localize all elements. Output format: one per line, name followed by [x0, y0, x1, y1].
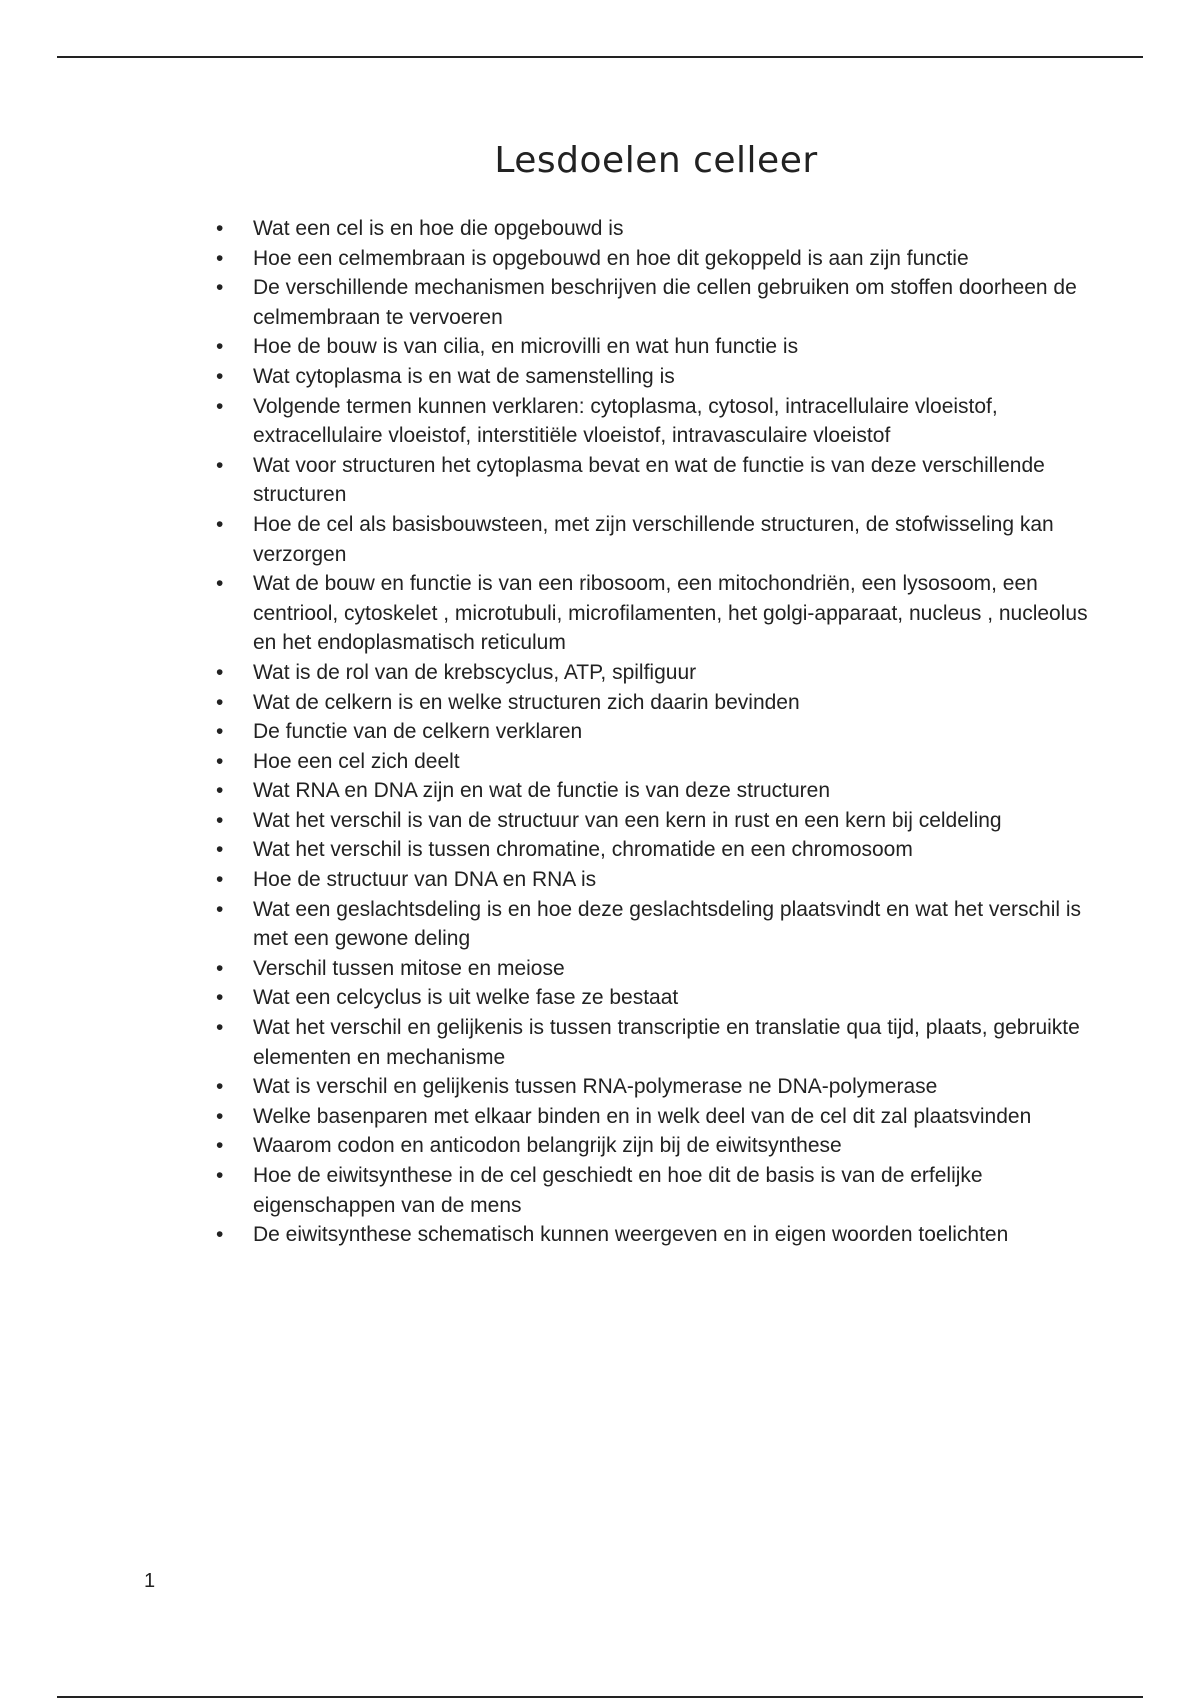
list-item-text: Wat is verschil en gelijkenis tussen RNA-polymerase ne DNA-polymerase: [253, 1075, 938, 1099]
bullet-icon: •: [216, 217, 224, 240]
list-item: [213, 835, 1093, 865]
list-item-text: Hoe de cel als basisbouwsteen, met zijn verschillende structuren, de stofwisseling kan verzorgen: [253, 512, 1054, 566]
list-item-text: De eiwitsynthese schematisch kunnen weergeven en in eigen woorden toelichten: [253, 1223, 1009, 1247]
list-item-text: Wat een geslachtsdeling is en hoe deze geslachtsdeling plaatsvindt en wat het verschil is met een gewone deling: [253, 897, 1082, 951]
bullet-icon: •: [216, 868, 224, 892]
bullet-icon: •: [216, 808, 224, 832]
list-item: [213, 776, 1093, 806]
bullet-icon: •: [216, 335, 224, 359]
document-title: Lesdoelen celleer: [494, 140, 818, 181]
bullet-icon: •: [216, 276, 224, 300]
list-item-text: Wat het verschil is tussen chromatine, chromatide en een chromosoom: [253, 838, 913, 862]
list-item: [213, 688, 1093, 718]
list-item-text: Hoe de bouw is van cilia, en microvilli en wat hun functie is: [253, 335, 799, 359]
bullet-icon: •: [216, 572, 224, 596]
bullet-icon: •: [216, 1075, 224, 1099]
bullet-icon: •: [216, 749, 224, 773]
bullet-icon: •: [216, 1016, 224, 1040]
list-item: [213, 332, 1093, 362]
list-item-text: Hoe een celmembraan is opgebouwd en hoe dit gekoppeld is aan zijn functie: [253, 246, 969, 270]
list-item: [213, 569, 1093, 658]
list-item: [213, 895, 1093, 954]
list-item-text: Wat een celcyclus is uit welke fase ze bestaat: [253, 986, 679, 1010]
list-item-text: Wat het verschil en gelijkenis is tussen transcriptie en translatie qua tijd, plaats, gebruikte elementen en mechanisme: [253, 1016, 1080, 1069]
bullet-icon: •: [216, 1223, 224, 1247]
bullet-icon: •: [216, 986, 224, 1010]
list-item: [213, 983, 1093, 1013]
list-item-text: Waarom codon en anticodon belangrijk zijn bij de eiwitsynthese: [253, 1134, 842, 1158]
list-item: [213, 1220, 1093, 1250]
list-item-text: Wat een cel is en hoe die opgebouwd is: [253, 217, 624, 240]
list-item: [213, 1161, 1093, 1220]
list-item-text: Wat de bouw en functie is van een ribosoom, een mitochondriën, een lysosoom, een centriool, cytoskelet , microtubuli, microfilamenten, het golgi-apparaat, nucleus , nucleolus en het endoplasmatisch reticulum: [253, 572, 1088, 655]
footer-rule: [57, 1696, 1143, 1698]
list-item-text: Hoe een cel zich deelt: [253, 749, 460, 773]
list-item: [213, 392, 1093, 451]
list-item-text: Wat het verschil is van de structuur van een kern in rust en een kern bij celdeling: [253, 808, 1002, 832]
list-item: [213, 273, 1093, 332]
list-item-text: Wat RNA en DNA zijn en wat de functie is van deze structuren: [253, 779, 830, 803]
bullet-icon: •: [216, 838, 224, 862]
list-item-text: Wat is de rol van de krebscyclus, ATP, spilfiguur: [253, 660, 697, 684]
list-item: [213, 451, 1093, 510]
list-item: [213, 244, 1093, 274]
header-rule: [57, 56, 1143, 58]
list-item-text: Welke basenparen met elkaar binden en in welk deel van de cel dit zal plaatsvinden: [253, 1104, 1032, 1128]
bullet-icon: •: [216, 1104, 224, 1128]
list-item: [213, 806, 1093, 836]
list-item-text: De functie van de celkern verklaren: [253, 720, 583, 744]
list-item-text: Wat voor structuren het cytoplasma bevat en wat de functie is van deze verschillende structuren: [253, 453, 1045, 507]
list-item: [213, 1072, 1093, 1102]
list-item-text: De verschillende mechanismen beschrijven die cellen gebruiken om stoffen doorheen de celmembraan te vervoeren: [253, 276, 1077, 329]
bullet-icon: •: [216, 1134, 224, 1158]
list-item-text: Verschil tussen mitose en meiose: [253, 956, 565, 980]
list-item: [213, 1013, 1093, 1072]
bullet-icon: •: [216, 956, 224, 980]
list-item: [213, 747, 1093, 777]
list-item: [213, 1131, 1093, 1161]
bullet-icon: •: [216, 394, 224, 418]
list-item-text: Wat de celkern is en welke structuren zich daarin bevinden: [253, 690, 800, 714]
list-item: [213, 954, 1093, 984]
bullet-icon: •: [216, 720, 224, 744]
list-item: [213, 214, 1093, 244]
page-number: 1: [144, 1570, 156, 1592]
bullet-icon: •: [216, 660, 224, 684]
list-item-text: Wat cytoplasma is en wat de samenstelling is: [253, 364, 675, 388]
bullet-icon: •: [216, 512, 224, 536]
bullet-icon: •: [216, 1164, 224, 1187]
bullet-icon: •: [216, 453, 224, 477]
bullet-icon: •: [216, 690, 224, 714]
list-item: [213, 1102, 1093, 1132]
list-item-text: Volgende termen kunnen verklaren: cytoplasma, cytosol, intracellulaire vloeistof, extracellulaire vloeistof, interstitiële vloeistof, intravasculaire vloeistof: [253, 394, 998, 448]
list-item: [213, 362, 1093, 392]
bullet-icon: •: [216, 246, 224, 270]
list-item-text: Hoe de eiwitsynthese in de cel geschiedt en hoe dit de basis is van de erfelijke eigenschappen van de mens: [253, 1164, 983, 1217]
list-item: [213, 510, 1093, 569]
list-item: [213, 717, 1093, 747]
list-item: [213, 658, 1093, 688]
bullet-icon: •: [216, 779, 224, 803]
learning-goals-list: [213, 214, 1093, 1250]
bullet-icon: •: [216, 364, 224, 388]
list-item-text: Hoe de structuur van DNA en RNA is: [253, 868, 597, 892]
list-item: [213, 865, 1093, 895]
bullet-icon: •: [216, 897, 224, 921]
